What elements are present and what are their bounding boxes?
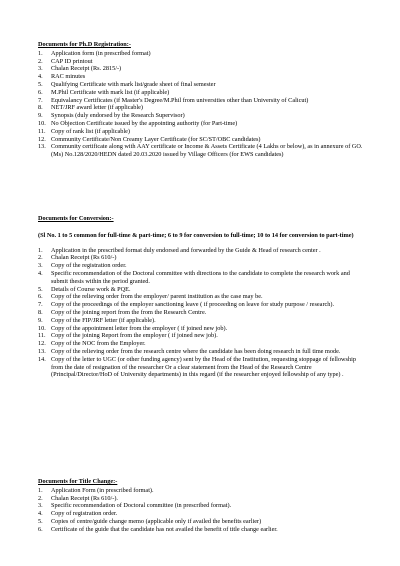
list-item-text: Copy of the proceedings of the employer sanctioning leave ( if proceeding on leave for study purpose / research). xyxy=(51,301,335,309)
list-item xyxy=(38,502,368,510)
list-item-text: Chalan Receipt (Rs 610/-). xyxy=(51,494,118,502)
list-item-number: 9. xyxy=(38,112,43,120)
list-item xyxy=(38,128,368,136)
list-item-text: Qualifying Certificate with mark list/grade sheet of final semester xyxy=(51,80,216,88)
list-item-text: Certificate of the guide that the candidate has not availed the benefit of title change earlier. xyxy=(51,525,278,533)
list-item-number: 1. xyxy=(38,246,43,254)
list-item-text: Copy of the relieving order from the research centre where the candidate has been doing research in full time mode. xyxy=(51,347,341,355)
list-item-text: Copies of centre/guide change memo (applicable only if availed the benefits earlier) xyxy=(51,517,262,525)
list-item-text: Copy of the FIP/JRF letter (if applicable). xyxy=(51,316,156,324)
list-item-text: No Objection Certificate issued by the appointing authority (for Part-time) xyxy=(51,119,238,127)
conversion-note: (Sl No. 1 to 5 common for full-time & part-time; 6 to 9 for conversion to full-time; 10 to 14 for conversion to part-time) xyxy=(38,231,354,239)
list-item-text: Chalan Receipt (Rs 610/-) xyxy=(51,254,117,262)
list-item-number: 12. xyxy=(38,340,46,348)
list-item-number: 9. xyxy=(38,316,43,324)
conversion-heading: Documents for Conversion:- xyxy=(38,215,114,222)
list-item-number: 2. xyxy=(38,57,43,65)
list-item xyxy=(38,325,368,333)
list-item xyxy=(38,495,368,503)
phd-registration-section xyxy=(38,41,368,159)
list-item-text: Copy of rank list (if applicable) xyxy=(51,127,130,135)
list-item xyxy=(38,356,368,379)
list-item-text: Community Certificate/Non Creamy Layer Certificate (for SC/ST/OBC candidates) xyxy=(51,135,261,143)
list-item xyxy=(38,518,368,526)
list-item-number: 3. xyxy=(38,502,43,510)
list-item-number: 4. xyxy=(38,73,43,81)
title-change-list xyxy=(38,487,368,534)
list-item xyxy=(38,104,368,112)
list-item xyxy=(38,143,368,159)
list-item xyxy=(38,81,368,89)
list-item xyxy=(38,293,368,301)
list-item xyxy=(38,526,368,534)
list-item-text: M.Phil Certificate with mark list (if applicable) xyxy=(51,88,170,96)
list-item-number: 3. xyxy=(38,262,43,270)
list-item xyxy=(38,120,368,128)
list-item-number: 13. xyxy=(38,143,46,151)
list-item-number: 10. xyxy=(38,324,46,332)
list-item xyxy=(38,262,368,270)
list-item-number: 4. xyxy=(38,510,43,518)
list-item xyxy=(38,301,368,309)
list-item-number: 5. xyxy=(38,80,43,88)
title-change-section xyxy=(38,478,368,534)
list-item xyxy=(38,254,368,262)
list-item-text: CAP ID printout xyxy=(51,57,93,65)
list-item-text: Copy of the registration order. xyxy=(51,262,127,270)
list-item xyxy=(38,487,368,495)
list-item-number: 14. xyxy=(38,355,46,363)
list-item xyxy=(38,286,368,294)
list-item-number: 13. xyxy=(38,347,46,355)
list-item-text: Community certificate along with AAY certificate or Income & Assets Certificate (4 Lakhs or below), as in annexure of GO.(Ms) No.128/2020/HEDN dated 20.03.2020 issued by Village Officers (for EWS candidates) xyxy=(51,143,363,159)
list-item-number: 2. xyxy=(38,494,43,502)
list-item-text: NET/JRF award letter (if applicable) xyxy=(51,104,143,112)
list-item xyxy=(38,309,368,317)
list-item-number: 3. xyxy=(38,65,43,73)
list-item xyxy=(38,65,368,73)
list-item xyxy=(38,332,368,340)
list-item-number: 5. xyxy=(38,285,43,293)
list-item-number: 1. xyxy=(38,49,43,57)
list-item-text: Application form (in prescribed format) xyxy=(51,49,151,57)
list-item-number: 6. xyxy=(38,525,43,533)
conversion-section xyxy=(38,215,368,379)
list-item-number: 6. xyxy=(38,88,43,96)
conversion-list xyxy=(38,247,368,380)
list-item xyxy=(38,136,368,144)
phd-registration-heading: Documents for Ph.D Registration:- xyxy=(38,41,131,48)
list-item-text: Equivalancy Certificates (if Master's Degree/M.Phil from universities other than University of Calicut) xyxy=(51,96,309,104)
list-item-text: Copy of the relieving order from the employer/ parent institution as the case may be. xyxy=(51,293,263,301)
list-item-text: Synopsis (duly endorsed by the Research Supervisor) xyxy=(51,112,185,120)
list-item xyxy=(38,317,368,325)
list-item xyxy=(38,247,368,255)
list-item-number: 7. xyxy=(38,301,43,309)
list-item-text: Specific recommendation of the Doctoral committee with directions to the candidate to complete the research work and submit thesis within the period granted. xyxy=(51,269,350,285)
list-item-text: Chalan Receipt (Rs. 2815/-) xyxy=(51,65,122,73)
list-item-number: 1. xyxy=(38,486,43,494)
list-item-text: Copy of the joining Report from the employer ( if joined new job). xyxy=(51,332,218,340)
list-item-number: 10. xyxy=(38,119,46,127)
list-item-text: Copy of registration order. xyxy=(51,510,118,518)
list-item xyxy=(38,50,368,58)
list-item xyxy=(38,112,368,120)
list-item-text: Details of Course work & PQE. xyxy=(51,285,131,293)
list-item xyxy=(38,73,368,81)
list-item-text: Copy of the letter to UGC (or other funding agency) sent by the Head of the Institution, requesting stoppage of fellowship from the date of resignation of the researcher Or a clear statement from the Head of the Research Centre (Principal/Director/HoD of University departments) in this regard (if the researcher enjoyed fellowship of any type) . xyxy=(51,355,356,379)
list-item-text: RAC minutes xyxy=(51,73,86,81)
list-item xyxy=(38,97,368,105)
list-item-number: 5. xyxy=(38,517,43,525)
list-item-number: 8. xyxy=(38,308,43,316)
list-item-number: 11. xyxy=(38,332,46,340)
list-item xyxy=(38,270,368,286)
list-item-number: 8. xyxy=(38,104,43,112)
list-item-number: 6. xyxy=(38,293,43,301)
list-item-text: Application in the prescribed format duly endorsed and forwarded by the Guide & Head of research center . xyxy=(51,246,321,254)
list-item-number: 4. xyxy=(38,269,43,277)
list-item-text: Copy of the NOC from the Employer. xyxy=(51,340,146,348)
phd-registration-list xyxy=(38,50,368,159)
list-item xyxy=(38,348,368,356)
list-item-text: Copy of the joining report from the from the Research Centre. xyxy=(51,308,207,316)
list-item-text: Application Form (in prescribed format). xyxy=(51,486,154,494)
list-item xyxy=(38,89,368,97)
title-change-heading: Documents for Title Change:- xyxy=(38,478,118,485)
list-item xyxy=(38,510,368,518)
list-item-number: 12. xyxy=(38,135,46,143)
list-item xyxy=(38,340,368,348)
list-item-number: 7. xyxy=(38,96,43,104)
list-item-number: 2. xyxy=(38,254,43,262)
list-item-text: Copy of the appointment letter from the employer ( if joined new job). xyxy=(51,324,228,332)
list-item-number: 11. xyxy=(38,127,46,135)
list-item-text: Specific recommendation of Doctoral committee (in prescribed format). xyxy=(51,502,232,510)
list-item xyxy=(38,58,368,66)
